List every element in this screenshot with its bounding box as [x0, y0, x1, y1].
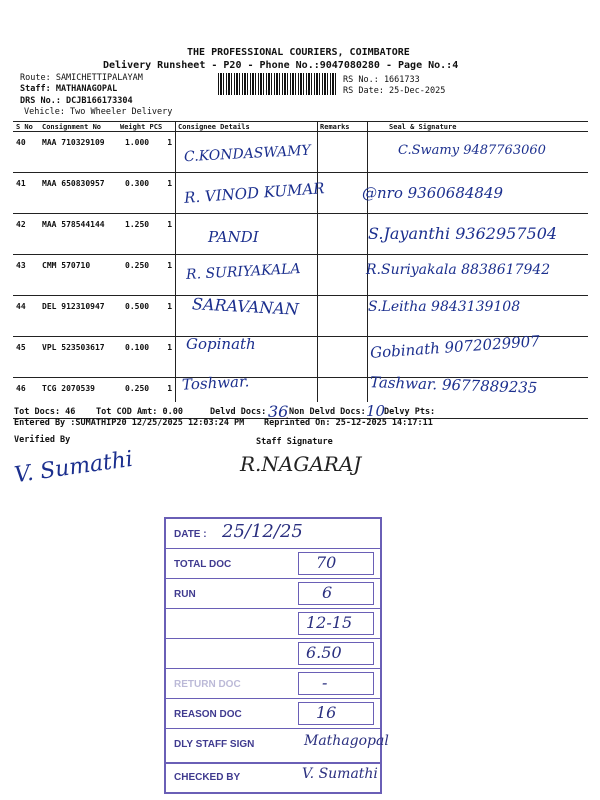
- row-pcs: 1: [153, 173, 175, 214]
- total-cod: Tot COD Amt: 0.00: [96, 407, 183, 417]
- row-weight: 0.300: [117, 173, 153, 214]
- row-remarks: [317, 255, 367, 296]
- rs-number: RS No.: 1661733: [343, 75, 420, 85]
- consignee-handwriting: R. SURIYAKALA: [185, 261, 301, 283]
- non-delivered-label: Non Delvd Docs:: [289, 407, 366, 417]
- row-consignment: CMM 570710: [39, 255, 117, 296]
- row-weight: 1.000: [117, 132, 153, 173]
- seal-handwriting: R.Suriyakala 8838617942: [366, 262, 551, 278]
- row-pcs: 1: [153, 337, 175, 378]
- row-sno: 44: [13, 296, 39, 337]
- row-weight: 0.100: [117, 337, 153, 378]
- stamp-value: -: [322, 673, 328, 692]
- stamp-value: 6.50: [306, 643, 342, 662]
- col-consignee: Consignee Details: [175, 122, 317, 132]
- row-consignment: VPL 523503617: [39, 337, 117, 378]
- vehicle: Vehicle: Two Wheeler Delivery: [24, 107, 173, 117]
- row-consignment: MAA 710329109: [39, 132, 117, 173]
- stamp-label: RUN: [174, 589, 196, 600]
- verified-by-label: Verified By: [14, 435, 71, 445]
- stamp-row-return-doc: [166, 669, 380, 699]
- row-pcs: 1: [153, 214, 175, 255]
- seal-handwriting: S.Jayanthi 9362957504: [368, 224, 558, 243]
- staff: Staff: MATHANAGOPAL: [20, 84, 118, 94]
- row-remarks: [317, 296, 367, 337]
- stamp-value: 70: [316, 553, 337, 572]
- verified-signature: V. Sumathi: [12, 446, 135, 489]
- row-consignment: DEL 912310947: [39, 296, 117, 337]
- row-sno: 43: [13, 255, 39, 296]
- stamp-value: Mathagopal: [304, 733, 389, 749]
- stamp-row-run: [166, 579, 380, 609]
- stamp-label: CHECKED BY: [174, 772, 241, 783]
- seal-handwriting: Tashwar. 9677889235: [369, 373, 538, 397]
- delivery-points: Delvy Pts:: [384, 407, 436, 417]
- seal-handwriting: @nro 9360684849: [362, 184, 504, 202]
- col-consignment: Consignment No: [39, 122, 117, 132]
- stamp-label: DATE :: [174, 529, 207, 540]
- delivered-docs-handwriting: 36: [268, 402, 289, 421]
- stamp-value: 12-15: [306, 613, 353, 632]
- row-sno: 41: [13, 173, 39, 214]
- stamp-row-total-doc: [166, 549, 380, 579]
- staff-signature-label: Staff Signature: [256, 437, 333, 447]
- stamp-label: DLY STAFF SIGN: [174, 739, 255, 750]
- barcode: [218, 73, 338, 95]
- rs-date: RS Date: 25-Dec-2025: [343, 86, 446, 96]
- runsheet-title: Delivery Runsheet - P20 - Phone No.:9047080280 - Page No.:4: [103, 60, 459, 71]
- stamp-label: TOTAL DOC: [174, 559, 232, 570]
- row-remarks: [317, 337, 367, 378]
- row-consignment: MAA 650830957: [39, 173, 117, 214]
- stamp-box: [298, 672, 374, 695]
- row-sno: 45: [13, 337, 39, 378]
- stamp-value: 16: [316, 703, 337, 722]
- stamp-value: 6: [322, 583, 333, 602]
- row-pcs: 1: [153, 296, 175, 337]
- non-delivered-handwriting: 10: [366, 402, 386, 420]
- col-seal: Seal & Signature: [367, 122, 588, 132]
- seal-handwriting: Gobinath 9072029907: [369, 332, 541, 362]
- stamp-value: 25/12/25: [222, 521, 303, 542]
- seal-handwriting: S.Leitha 9843139108: [368, 299, 521, 315]
- stamp-value: V. Sumathi: [302, 766, 378, 782]
- register-stamp: [164, 517, 389, 764]
- row-weight: 0.250: [117, 378, 153, 419]
- stamp-label: REASON DOC: [174, 709, 242, 720]
- stamp-label: RETURN DOC: [174, 679, 241, 690]
- row-weight: 1.250: [117, 214, 153, 255]
- route: Route: SAMICHETTIPALAYAM: [20, 73, 143, 83]
- stamp-box: [298, 582, 374, 605]
- row-weight: 0.250: [117, 255, 153, 296]
- column-divider: [175, 121, 176, 402]
- table-header-row: [13, 122, 588, 132]
- entered-by: Entered By :SUMATHIP20 12/25/2025 12:03:24 PM: [14, 418, 245, 428]
- reprinted-on: Reprinted On: 25-12-2025 14:17:11: [264, 418, 433, 428]
- staff-signature-handwriting: R.NAGARAJ: [240, 452, 362, 476]
- stamp-row-date: [166, 519, 380, 549]
- row-pcs: 1: [153, 132, 175, 173]
- consignee-handwriting: C.KONDASWAMY: [183, 142, 312, 166]
- stamp-row-checked-by: [164, 764, 382, 794]
- drs-number: DRS No.: DCJB166173304: [20, 96, 133, 106]
- col-sno: S No: [13, 122, 39, 132]
- row-sno: 46: [13, 378, 39, 419]
- consignee-handwriting: Toshwar.: [181, 372, 250, 394]
- col-weight-pcs: [117, 122, 175, 132]
- delivered-docs-label: Delvd Docs:: [210, 407, 267, 417]
- col-remarks: Remarks: [317, 122, 367, 132]
- col-pcs: PCS: [149, 122, 163, 131]
- total-docs: Tot Docs: 46: [14, 407, 76, 417]
- row-pcs: 1: [153, 255, 175, 296]
- row-remarks: [317, 132, 367, 173]
- column-divider: [317, 121, 318, 402]
- stamp-row-time: [166, 609, 380, 639]
- consignee-handwriting: SARAVANAN: [191, 294, 300, 319]
- row-sno: 42: [13, 214, 39, 255]
- consignee-handwriting: R. VINOD KUMAR: [183, 179, 326, 207]
- row-remarks: [317, 214, 367, 255]
- company-name: THE PROFESSIONAL COURIERS, COIMBATORE: [187, 47, 410, 58]
- row-consignment: MAA 578544144: [39, 214, 117, 255]
- row-pcs: 1: [153, 378, 175, 419]
- seal-handwriting: C.Swamy 9487763060: [398, 143, 546, 158]
- row-weight: 0.500: [117, 296, 153, 337]
- consignee-handwriting: Gopinath: [186, 335, 256, 353]
- consignee-handwriting: PANDI: [208, 228, 259, 246]
- stamp-row-reason-doc: [166, 699, 380, 729]
- stamp-row-out-time: [166, 639, 380, 669]
- stamp-row-dly-staff-sign: [166, 729, 389, 759]
- col-weight: Weight: [120, 122, 146, 131]
- row-consignment: TCG 2070539: [39, 378, 117, 419]
- row-sno: 40: [13, 132, 39, 173]
